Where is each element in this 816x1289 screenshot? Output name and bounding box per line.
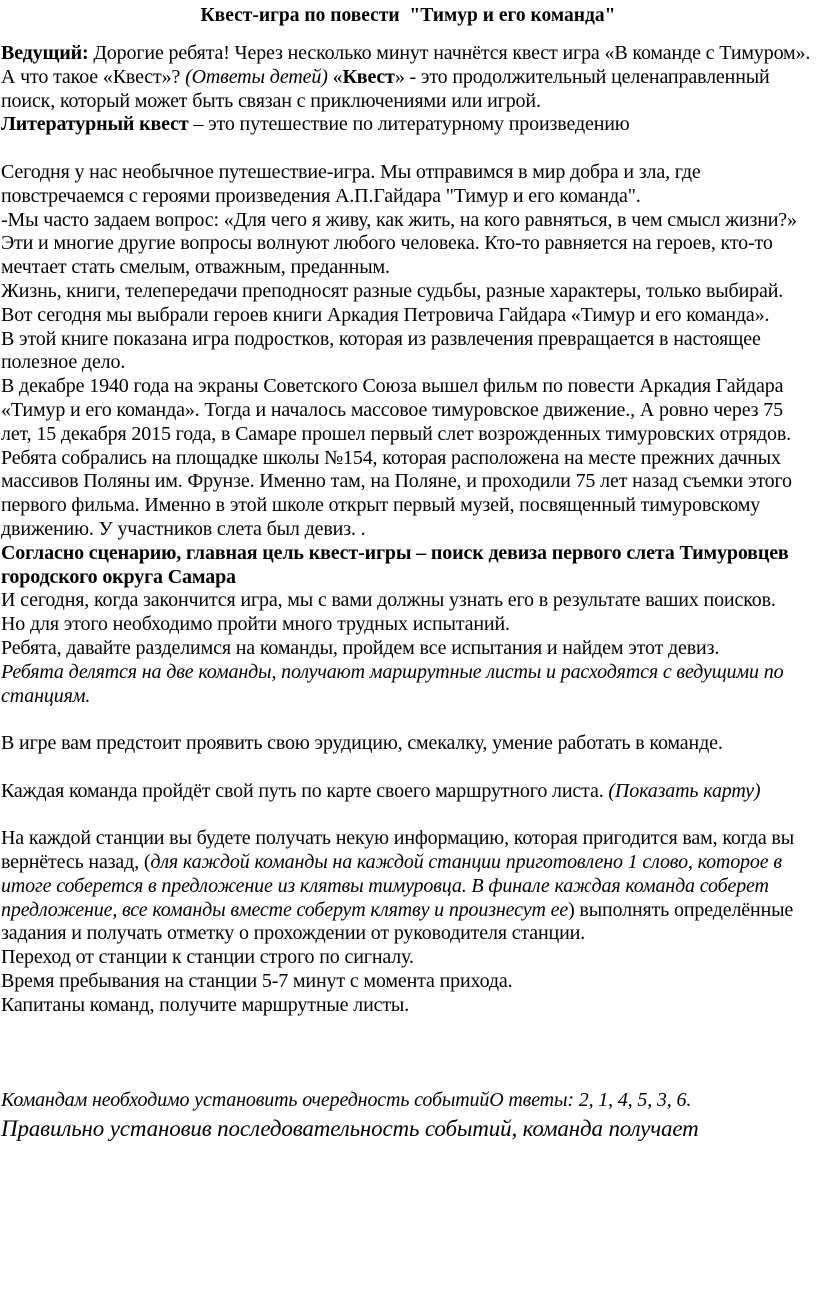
stage-direction: Ребята делятся на две команды, получают маршрутные листы и расходятся с ведущими по станциям. [1,660,784,707]
document-body [1,42,811,1143]
paragraph: Ребята, давайте разделимся на команды, пройдем все испытания и найдем этот девиз. [1,636,720,659]
lit-quest-definition: – это путешествие по литературному произведению [188,113,630,136]
intro-paragraph [1,42,811,113]
leader-label: Ведущий: [1,42,89,64]
leader-text: Дорогие ребята! Через несколько минут начнётся квест игра «В команде с Тимуром». А что такое «Квест»? [1,42,811,88]
paragraph: В декабре 1940 года на экраны Советского Союза вышел фильм по повести Аркадия Гайдара «Тимур и его команда». Тогда и началось массовое тимуровское движение., А ровно через 75 лет, 15 декабря 2015 года, в Самаре прошел первый слет возрожденных тимуровских отрядов. Ребята собрались на площадке школы №154, которая расположена на месте прежних дачных массивов Поляны им. Фрунзе. Именно там, на Поляне, и проходили 75 лет назад съемки этого первого фильма. Именно в этой школе открыт первый музей, посвященный тимуровскому движению. У участников слета был девиз. . [1,375,792,540]
quest-definition: - это продолжительный целенаправленный поиск, который может быть связан с приключениями или игрой. [1,65,770,112]
quote-close: » [394,65,405,88]
spacer [1,137,811,161]
final-line: Правильно установив последовательность событий, команда получает [1,1116,699,1142]
paragraph: Эти и многие другие вопросы волнуют любого человека. Кто-то равняется на героев, кто-то мечтает стать смелым, отважным, преданным. [1,232,773,279]
spacer [1,756,811,780]
station-text-before: На каждой станции вы будете получать некую информацию, которая пригодится вам, когда вы вернётесь назад, ( [1,827,794,874]
rule-line: Капитаны команд, получите маршрутные листы. [1,993,410,1016]
route-text: Каждая команда пройдёт свой путь по карте своего маршрутного листа. [1,779,609,802]
lit-quest-label: Литературный квест [1,113,189,136]
quote-open: « [327,65,343,88]
paragraph: Сегодня у нас необычное путешествие-игра. Мы отправимся в мир добра и зла, где повстречаемся с героями произведения А.П.Гайдара "Тимур и его команда". [1,160,701,207]
show-map-direction: (Показать карту) [608,779,761,802]
paragraph: В игре вам предстоит проявить свою эрудицию, смекалку, умение работать в команде. [1,732,723,755]
paragraph: Жизнь, книги, телепередачи преподносят разные судьбы, разные характеры, только выбирай. Вот сегодня мы выбрали героев книги Аркадия Петровича Гайдара «Тимур и его команда». [1,279,784,326]
paragraph: Но для этого необходимо пройти много трудных испытаний. [1,613,510,636]
station-paragraph [1,827,811,946]
lit-quest-paragraph [1,113,811,137]
paragraph: В этой книге показана игра подростков, которая из развлечения превращается в настоящее полезное дело. [1,327,761,374]
rule-line: Время пребывания на станции 5-7 минут с момента прихода. [1,970,513,993]
spacer [1,1018,811,1089]
children-answers: (Ответы детей) [185,65,328,88]
goal-statement: Согласно сценарию, главная цель квест-игры – поиск девиза первого слета Тимуровцев городского округа Самара [1,541,789,588]
order-answers: Командам необходимо установить очередность событийО тветы: 2, 1, 4, 5, 3, 6. [1,1088,692,1111]
station-note: для каждой команды на каждой станции приготовлено 1 слово, которое в итоге соберется в предложение из клятвы тимуровца. В финале каждая команда соберет предложение, все команды вместе соберут клятву и произнесут ее [1,851,782,921]
spacer [1,708,811,732]
document-title: Квест-игра по повести "Тимур и его команда" [200,5,616,26]
paragraph: -Мы часто задаем вопрос: «Для чего я живу, как жить, на кого равняться, в чем смысл жизни?» [1,208,797,231]
station-text-after: ) выполнять определённые задания и получать отметку о прохождении от руководителя станции. [1,898,794,945]
rule-line: Переход от станции к станции строго по сигналу. [1,946,414,969]
spacer [1,804,811,828]
quest-word: Квест [342,65,395,88]
paragraph: И сегодня, когда закончится игра, мы с вами должны узнать его в результате ваших поисков. [1,589,776,612]
route-paragraph [1,780,811,804]
